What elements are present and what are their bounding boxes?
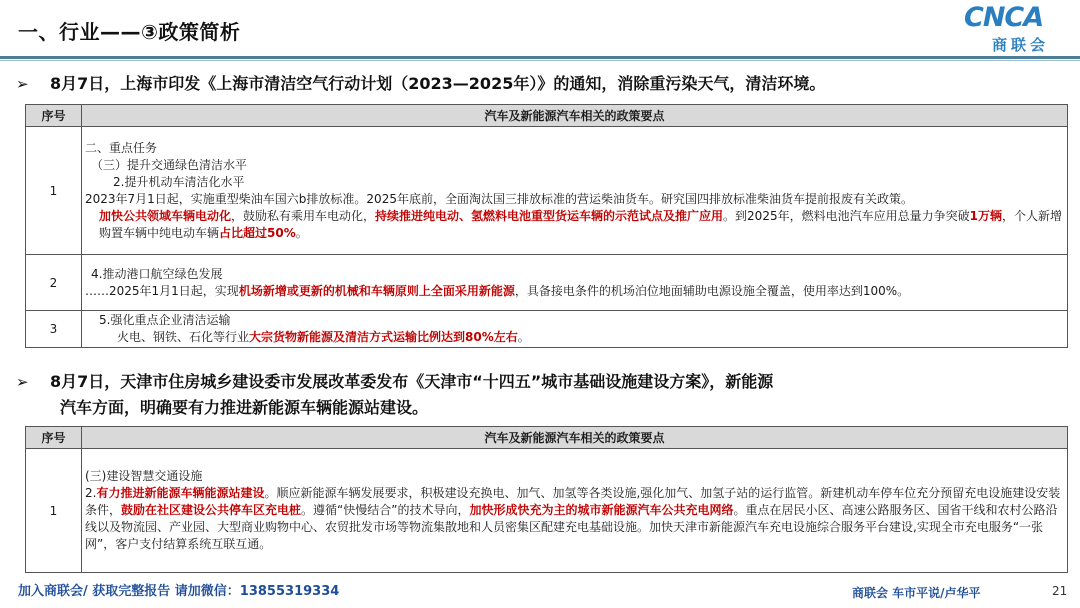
content-paragraph (85, 485, 1064, 553)
content-text: 。顺应新能源车辆发展要求，积极建设充换电、加气、加氢等各类设施,强化加气、加氢子站的运行监管。新建机动车停车位充分预留充电设施建设安装条件， (85, 486, 1061, 517)
col-header-content: 汽车及新能源汽车相关的政策要点 (82, 105, 1068, 127)
highlight-text: 加快形成快充为主的城市新能源汽车公共充电网络 (469, 503, 734, 517)
bullet-arrow-icon: ➢ (16, 373, 29, 391)
row-content (82, 127, 1068, 255)
section1-heading-text: 8月7日，上海市印发《上海市清洁空气行动计划（2023—2025年）》的通知，消除重污染天气，清洁环境。 (50, 74, 826, 93)
content-paragraph (85, 329, 1064, 346)
content-text: 。 (295, 225, 308, 240)
content-line: 4.推动港口航空绿色发展 (91, 266, 223, 281)
footer-author: 商联会 车市平说/卢华平 (852, 586, 981, 600)
highlight-text: 1万辆 (969, 208, 1002, 223)
table-row (26, 255, 1068, 311)
highlight-text: 鼓励在社区建设公共停车区充电桩 (121, 503, 302, 517)
row-content (82, 255, 1068, 311)
table-header-row (26, 427, 1068, 449)
section2-heading-line1: 8月7日，天津市住房城乡建设委市发展改革委发布《天津市“十四五”城市基础设施建设方案》，新能源 (50, 372, 774, 391)
slide-title: 一、行业——③政策简析 (18, 20, 241, 44)
col-header-num: 序号 (26, 427, 82, 449)
highlight-text: 加快公共领域车辆电动化 (99, 208, 232, 223)
bullet-arrow-icon: ➢ (16, 75, 29, 93)
col-header-num: 序号 (26, 105, 82, 127)
footer-contact: 加入商联会/ 获取完整报告 请加微信：13855319334 (18, 584, 340, 599)
shanghai-policy-table (25, 104, 1068, 348)
highlight-text: 大宗货物新能源及清洁方式运输比例达到80%左右 (249, 330, 518, 344)
row-content (82, 449, 1068, 573)
content-line: 二、重点任务 (85, 140, 158, 155)
row-content (82, 311, 1068, 348)
content-text: 。重点在居民小区、高速公路服务区、国省干线和农村公路沿线以及物流园、产业园、大型商业购物中心、农贸批发市场等物流集散地和人员密集区配建充电基础设施。加快天津市新能源汽车充电设施综合服务平台建设,实现全市充电服务“一张网”，客户支付结算系统互联互通。 (85, 503, 1058, 551)
highlight-text: 占比超过50% (219, 225, 296, 240)
section2-heading-line2: 汽车方面，明确要有力推进新能源车辆能源站建设。 (60, 398, 429, 417)
content-text: ，鼓励私有乘用车电动化， (231, 208, 376, 223)
content-text: 。遵循“快慢结合”的技术导向， (301, 503, 470, 517)
section1-heading (16, 72, 1066, 96)
row-number: 2 (26, 255, 82, 311)
table-row (26, 449, 1068, 573)
content-text: 。到2025年，燃料电池汽车应用总量力争突破 (723, 208, 970, 223)
highlight-text: 有力推进新能源车辆能源站建设 (96, 486, 265, 500)
content-line: （三）提升交通绿色清洁水平 (91, 157, 248, 172)
content-line: 2.提升机动车清洁化水平 (113, 174, 245, 189)
content-text: 2. (85, 486, 97, 500)
content-text: ，具备接电条件的机场泊位地面辅助电源设施全覆盖，使用率达到100%。 (514, 283, 910, 298)
content-paragraph (85, 283, 1064, 300)
content-paragraph (85, 208, 1064, 242)
cnca-logo (960, 2, 1068, 56)
table-header-row (26, 105, 1068, 127)
content-text: ……2025年1月1日起，实现 (85, 283, 239, 298)
section2-heading (16, 370, 1066, 394)
content-text: 。 (517, 330, 530, 344)
content-text: 火电、钢铁、石化等行业 (117, 330, 250, 344)
content-line: 2023年7月1日起，实施重型柴油车国六b排放标准。2025年底前，全面淘汰国三排放标准的营运柴油货车。研究国四排放标准柴油货车提前报废有关政策。 (85, 191, 913, 206)
row-number: 3 (26, 311, 82, 348)
header-divider (0, 56, 1080, 59)
row-number: 1 (26, 127, 82, 255)
page-number: 21 (1052, 584, 1068, 598)
table-row (26, 127, 1068, 255)
table-row (26, 311, 1068, 348)
logo-mark: CNCA (964, 2, 1044, 33)
content-line: (三)建设智慧交通设施 (85, 469, 203, 483)
col-header-content: 汽车及新能源汽车相关的政策要点 (82, 427, 1068, 449)
highlight-text: 持续推进纯电动、氢燃料电池重型货运车辆的示范试点及推广应用 (375, 208, 724, 223)
content-line: 5.强化重点企业清洁运输 (99, 313, 231, 327)
content-text: ，个人新增购置车辆中纯电动车辆 (99, 208, 1062, 240)
highlight-text: 机场新增或更新的机械和车辆原则上全面采用新能源 (238, 283, 515, 298)
tianjin-policy-table (25, 426, 1068, 573)
logo-subtitle: 商联会 (992, 36, 1050, 54)
row-number: 1 (26, 449, 82, 573)
header-divider-thin (0, 60, 1080, 61)
